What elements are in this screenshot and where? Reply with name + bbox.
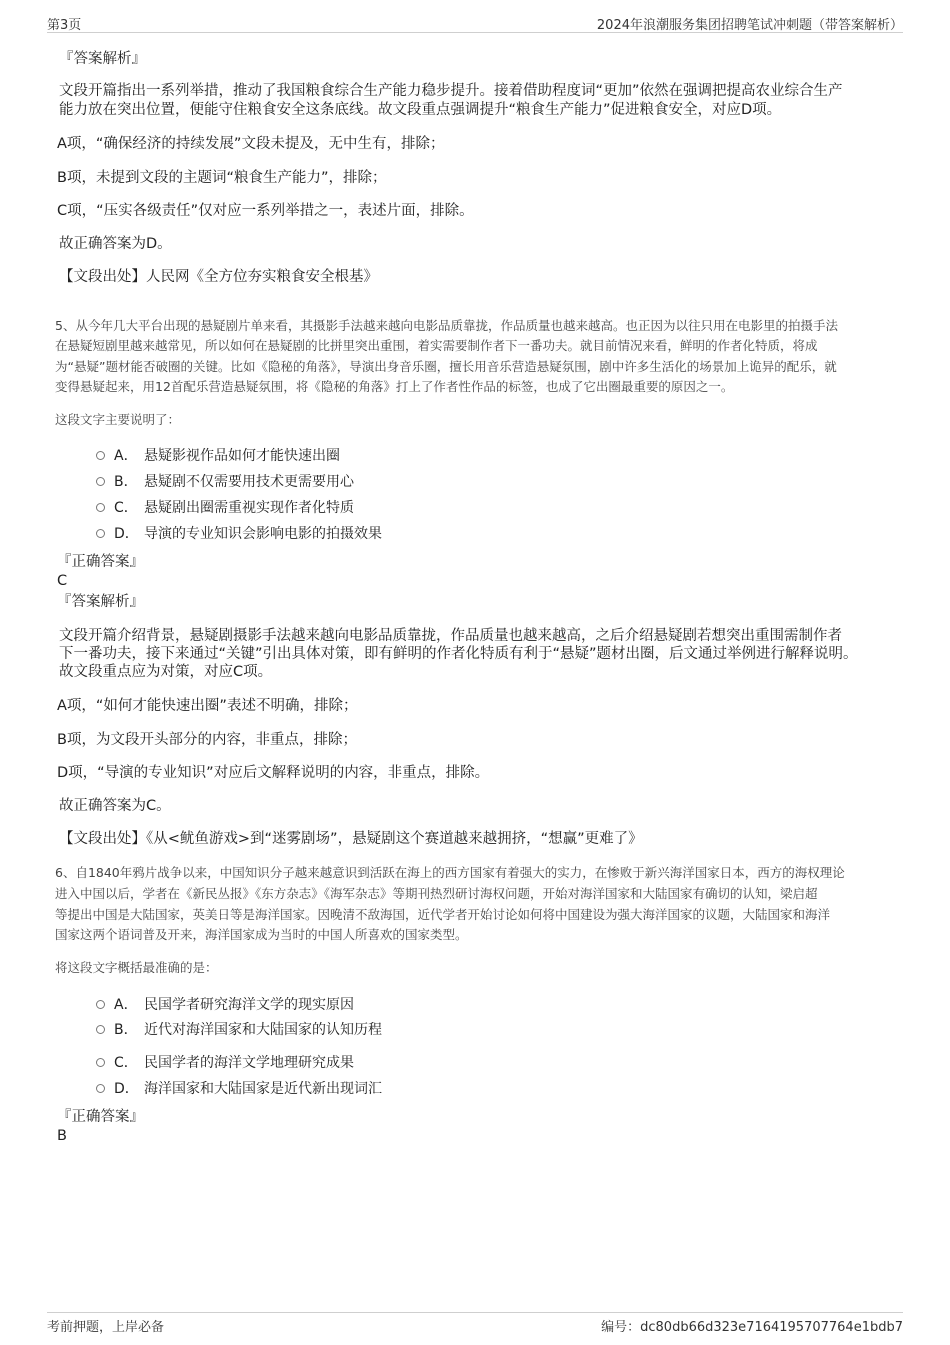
q4-analysis-line-2: 能力放在突出位置，便能守住粮食安全这条底线。故文段重点强调提升“粮食生产能力”促进粮食安全，对应D项。 [59,102,782,118]
q5-question: 这段文字主要说明了： [55,412,181,427]
q5-analysis-line-3: 故文段重点应为对策，对应C项。 [59,664,273,680]
footer-slogan: 考前押题，上岸必备 [47,1320,165,1335]
q4-option-b-analysis: B项，未提到文段的主题词“粮食生产能力”，排除； [57,170,387,186]
q5-conclusion: 故正确答案为C。 [59,798,171,814]
radio-icon[interactable] [96,1000,105,1009]
document-title: 2024年浪潮服务集团招聘笔试冲刺题（带答案解析） [596,18,903,33]
q5-option-c[interactable]: C． 悬疑剧出圈需重视实现作者化特质 [96,499,354,517]
q4-option-a-analysis: A项，“确保经济的持续发展”文段未提及，无中生有，排除； [57,136,445,152]
q6-option-d[interactable]: D． 海洋国家和大陆国家是近代新出现词汇 [96,1080,382,1098]
q6-stem-line-2: 进入中国以后，学者在《新民丛报》《东方杂志》《海军杂志》等期刊热烈研讨海权问题，开始对海洋国家和大陆国家有确切的认知，梁启超 [55,886,818,901]
q6-stem-line-3: 等提出中国是大陆国家，英美日等是海洋国家。因晚清不敌海国，近代学者开始讨论如何将中国建设为强大海洋国家的议题，大陆国家和海洋 [55,907,831,922]
radio-icon[interactable] [96,1058,105,1067]
q5-option-d-analysis: D项，“导演的专业知识”对应后文解释说明的内容，非重点，排除。 [57,765,490,781]
radio-icon[interactable] [96,1084,105,1093]
q5-option-a[interactable]: A． 悬疑影视作品如何才能快速出圈 [96,447,340,465]
q6-answer-label: 『正确答案』 [57,1109,144,1125]
q5-source: 【文段出处】《从<鱿鱼游戏>到“迷雾剧场”，悬疑剧这个赛道越来越拥挤，“想赢”更难了》 [59,831,643,847]
q6-option-c[interactable]: C． 民国学者的海洋文学地理研究成果 [96,1054,354,1072]
document-code [601,1316,903,1335]
q4-conclusion: 故正确答案为D。 [59,236,172,252]
q6-option-a[interactable]: A． 民国学者研究海洋文学的现实原因 [96,996,354,1014]
q6-stem-line-4: 国家这两个语词普及开来，海洋国家成为当时的中国人所喜欢的国家类型。 [55,927,468,942]
q6-stem-line-1: 6、自1840年鸦片战争以来，中国知识分子越来越意识到活跃在海上的西方国家有着强大的实力，在惨败于新兴海洋国家日本，西方的海权理论 [55,865,845,880]
radio-icon[interactable] [96,1025,105,1034]
q5-analysis-label: 『答案解析』 [57,594,144,610]
q6-answer: B [57,1128,67,1144]
q5-stem-line-2: 在悬疑短剧里越来越常见，所以如何在悬疑剧的比拼里突出重围，着实需要制作者下一番功夫。就目前情况来看，鲜明的作者化特质，将成 [55,338,818,353]
q5-option-b-analysis: B项，为文段开头部分的内容，非重点，排除； [57,732,357,748]
code-label: 编号： [601,1320,641,1335]
q5-option-b[interactable]: B． 悬疑剧不仅需要用技术更需要用心 [96,473,354,491]
radio-icon[interactable] [96,451,105,460]
q4-analysis-label: 『答案解析』 [59,51,146,67]
q5-option-a-analysis: A项，“如何才能快速出圈”表述不明确，排除； [57,698,358,714]
q4-option-c-analysis: C项，“压实各级责任”仅对应一系列举措之一，表述片面，排除。 [57,203,474,219]
q5-answer: C [57,573,68,589]
radio-icon[interactable] [96,529,105,538]
q5-stem-line-4: 变得悬疑起来，用12首配乐营造悬疑氛围，将《隐秘的角落》打上了作者性作品的标签，也成了它出圈最重要的原因之一。 [55,379,734,394]
page-footer [47,1312,903,1335]
q5-stem-line-3: 为“悬疑”题材能否破圈的关键。比如《隐秘的角落》，导演出身音乐圈，擅长用音乐营造悬疑氛围，剧中许多生活化的场景加上诡异的配乐，就 [55,359,837,374]
q5-analysis-line-2: 下一番功夫，接下来通过“关键”引出具体对策，即有鲜明的作者化特质有利于“悬疑”题材出圈，后文通过举例进行解释说明。 [59,646,858,662]
q5-answer-label: 『正确答案』 [57,554,144,570]
q6-question: 将这段文字概括最准确的是： [55,960,218,975]
q5-option-d[interactable]: D． 导演的专业知识会影响电影的拍摄效果 [96,525,382,543]
page-number: 第3页 [47,18,82,33]
q5-analysis-line-1: 文段开篇介绍背景，悬疑剧摄影手法越来越向电影品质靠拢，作品质量也越来越高，之后介绍悬疑剧若想突出重围需制作者 [59,628,842,644]
page-header [47,12,903,33]
radio-icon[interactable] [96,477,105,486]
q6-option-b[interactable]: B． 近代对海洋国家和大陆国家的认知历程 [96,1021,382,1039]
q5-stem-line-1: 5、从今年几大平台出现的悬疑剧片单来看，其摄影手法越来越向电影品质靠拢，作品质量也越来越高。也正因为以往只用在电影里的拍摄手法 [55,318,838,333]
code-value: dc80db66d323e7164195707764e1bdb7 [640,1320,903,1335]
q4-source: 【文段出处】人民网《全方位夯实粮食安全根基》 [59,269,378,285]
q4-analysis-line-1: 文段开篇指出一系列举措，推动了我国粮食综合生产能力稳步提升。接着借助程度词“更加”依然在强调把提高农业综合生产 [59,83,843,99]
radio-icon[interactable] [96,503,105,512]
